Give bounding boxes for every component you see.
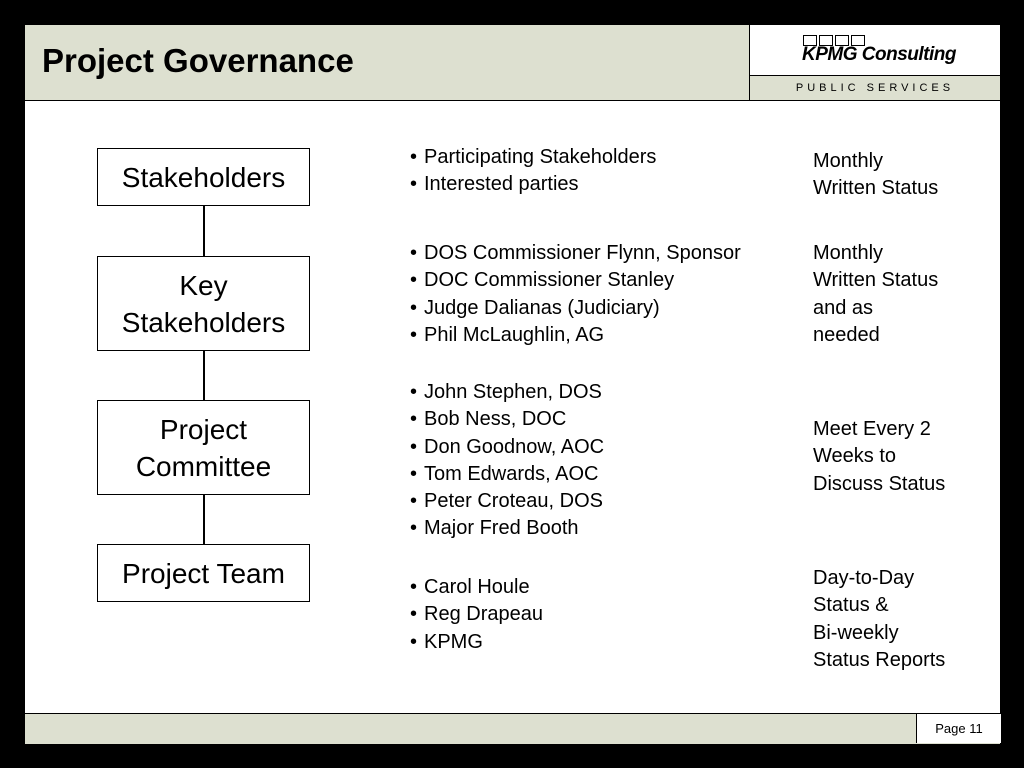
list-item: • John Stephen, DOS bbox=[410, 379, 604, 406]
connector-line bbox=[203, 495, 205, 544]
status-project-team: Day-to-Day Status & Bi-weekly Status Reports bbox=[813, 567, 946, 671]
list-item: • DOC Commissioner Stanley bbox=[410, 267, 741, 294]
member-list-stakeholders bbox=[410, 144, 656, 199]
org-box-label: Project Committee bbox=[135, 413, 272, 482]
list-item: • Phil McLaughlin, AG bbox=[410, 322, 741, 349]
org-box-label: Stakeholders bbox=[121, 161, 286, 193]
status-key-stakeholders: Monthly Written Status and as needed bbox=[813, 242, 939, 346]
org-box-project-team bbox=[97, 544, 310, 602]
list-item: • KPMG bbox=[410, 629, 543, 656]
org-box-key-stakeholders bbox=[97, 256, 310, 351]
list-item: • DOS Commissioner Flynn, Sponsor bbox=[410, 240, 741, 267]
list-item: • Participating Stakeholders bbox=[410, 144, 656, 171]
list-item: • Interested parties bbox=[410, 171, 656, 198]
slide bbox=[25, 25, 1000, 743]
org-box-label: Key Stakeholders bbox=[121, 269, 286, 338]
footer-bar bbox=[25, 713, 1000, 744]
org-box-label: Project Team bbox=[122, 557, 285, 589]
member-list-project-team bbox=[410, 574, 543, 656]
company-logo bbox=[750, 25, 1000, 76]
org-box-project-committee bbox=[97, 400, 310, 495]
list-item: • Tom Edwards, AOC bbox=[410, 461, 604, 488]
list-item: • Judge Dalianas (Judiciary) bbox=[410, 295, 741, 322]
status-project-committee: Meet Every 2 Weeks to Discuss Status bbox=[813, 418, 946, 495]
list-item: • Don Goodnow, AOC bbox=[410, 434, 604, 461]
logo-text: KPMG Consulting bbox=[802, 44, 956, 65]
list-item: • Major Fred Booth bbox=[410, 515, 604, 542]
page-number: Page 11 bbox=[916, 714, 1001, 743]
header-bar bbox=[25, 25, 750, 101]
page-title: Project Governance bbox=[42, 42, 354, 79]
org-box-stakeholders bbox=[97, 148, 310, 206]
division-label: PUBLIC SERVICES bbox=[750, 76, 1000, 101]
list-item: • Bob Ness, DOC bbox=[410, 406, 604, 433]
list-item: • Carol Houle bbox=[410, 574, 543, 601]
list-item: • Peter Croteau, DOS bbox=[410, 488, 604, 515]
connector-line bbox=[203, 206, 205, 256]
list-item: • Reg Drapeau bbox=[410, 601, 543, 628]
status-stakeholders: Monthly Written Status bbox=[813, 150, 939, 200]
member-list-project-committee bbox=[410, 379, 604, 543]
member-list-key-stakeholders bbox=[410, 240, 741, 349]
connector-line bbox=[203, 351, 205, 400]
